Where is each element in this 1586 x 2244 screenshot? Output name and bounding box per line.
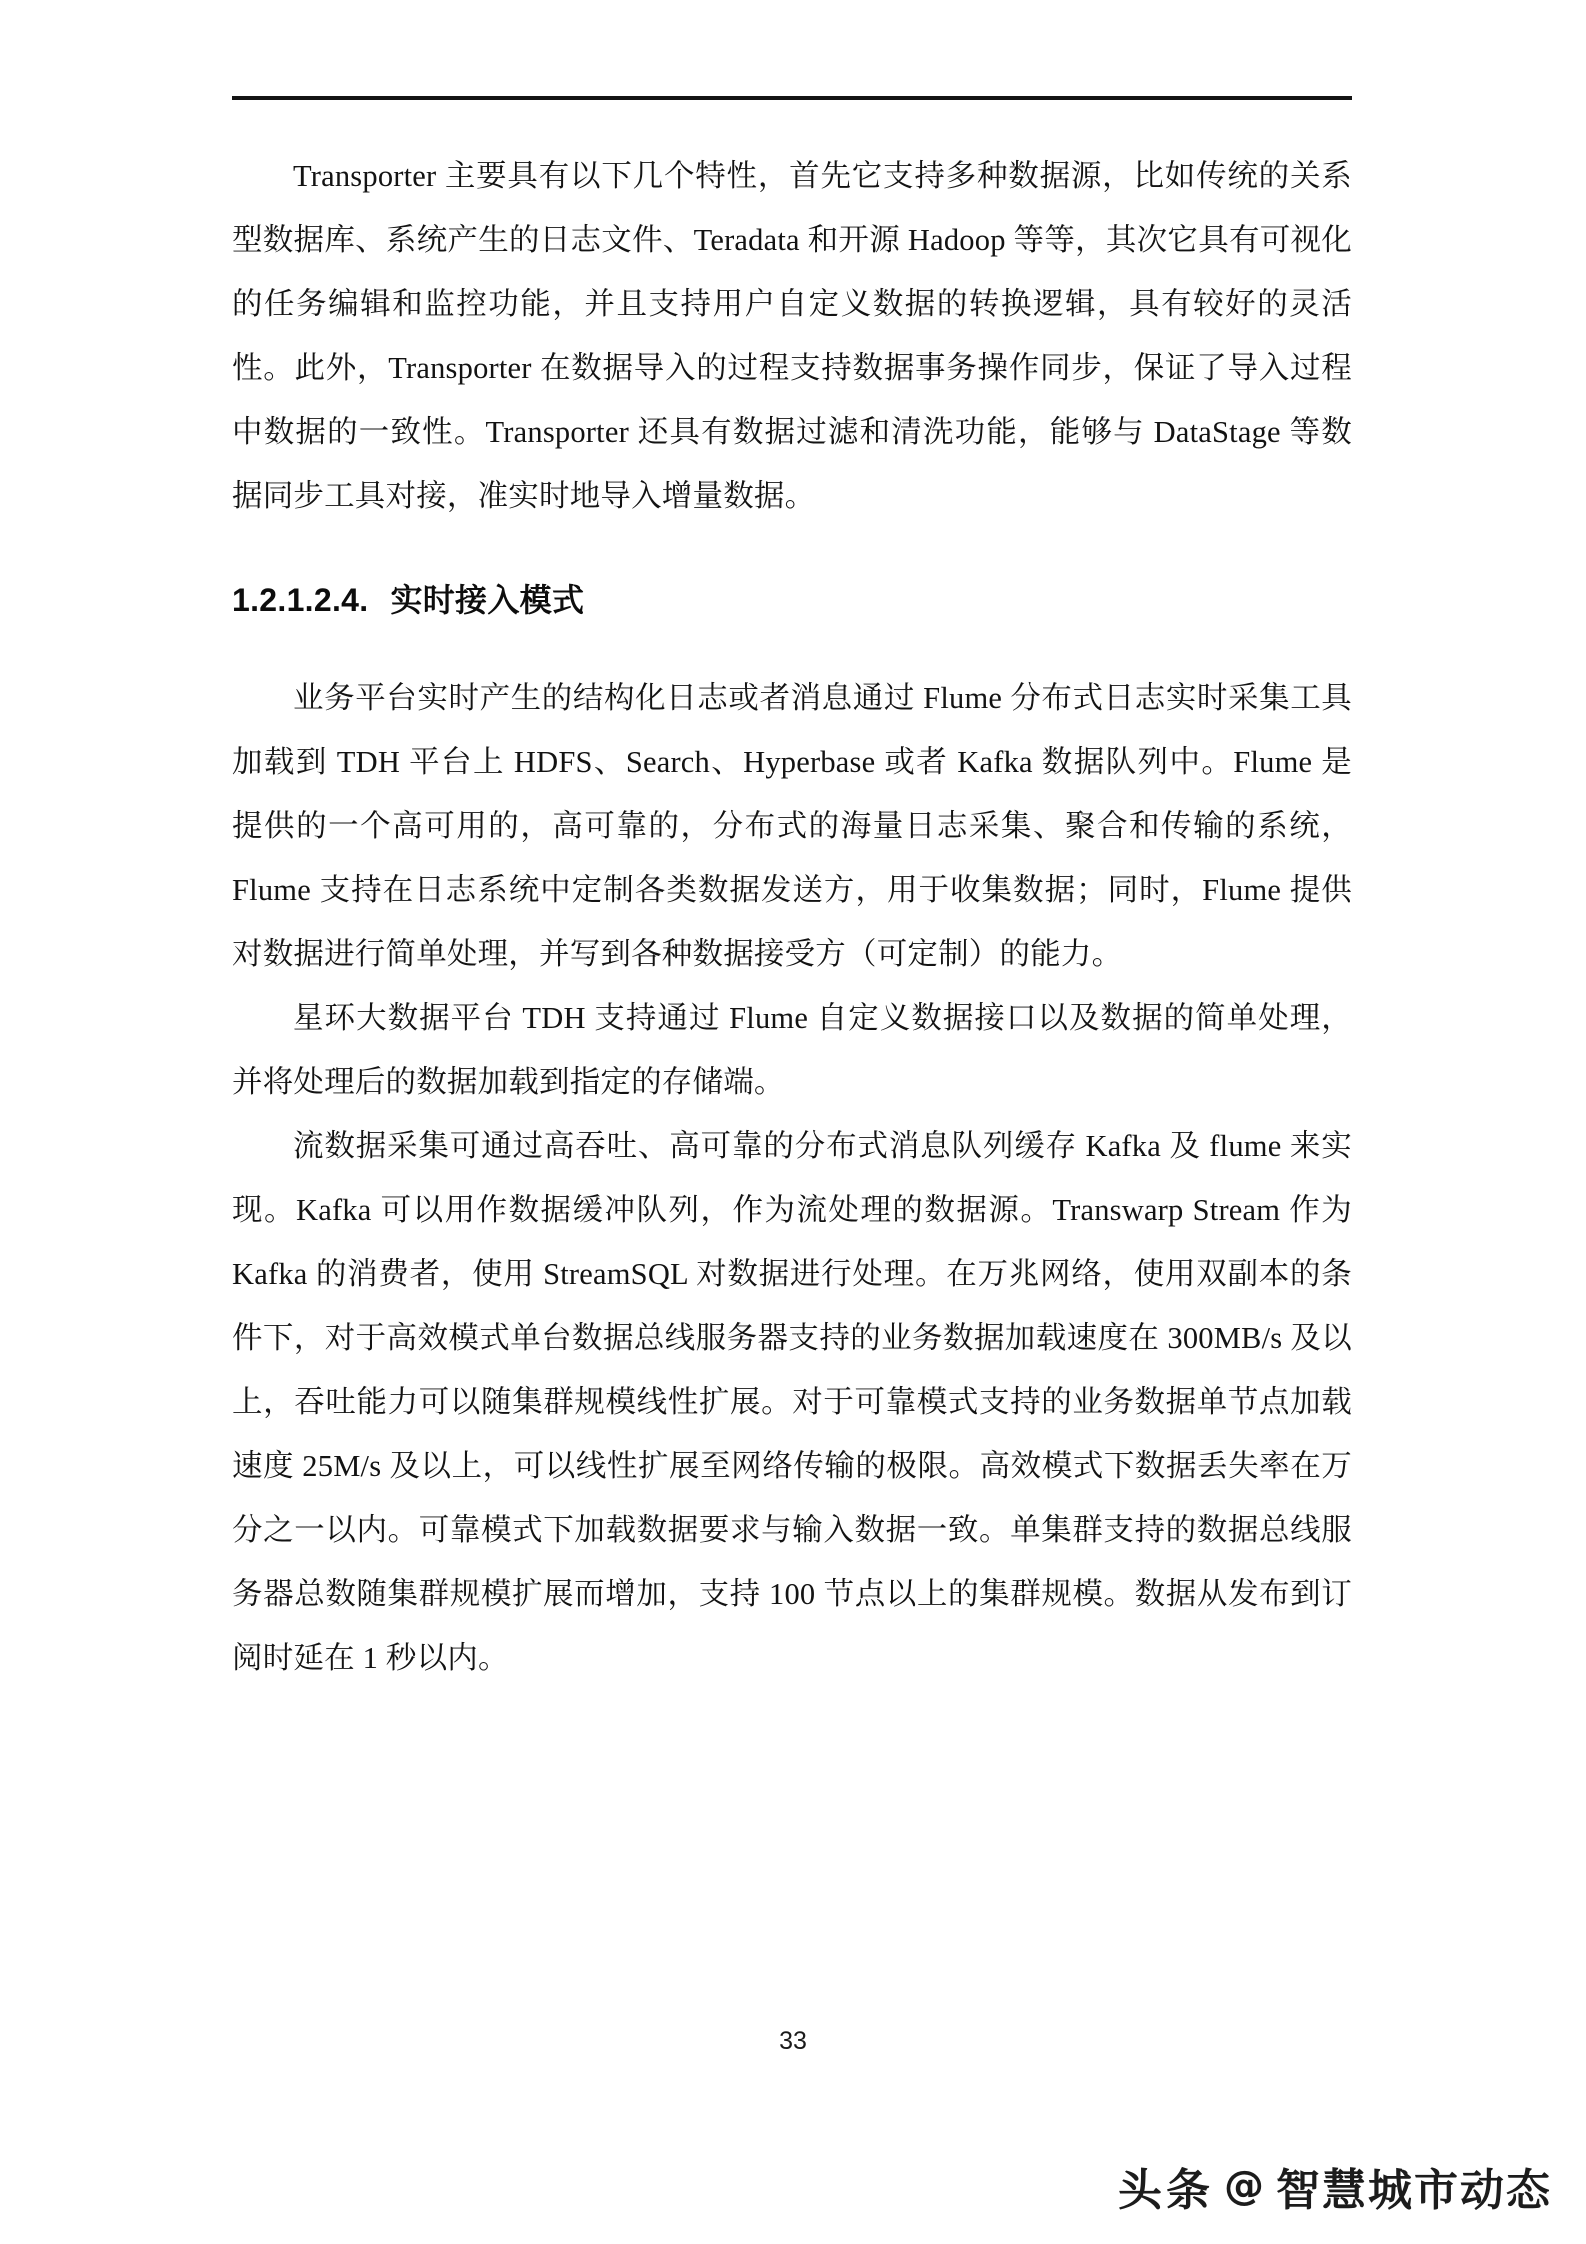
paragraph-kafka-stream: 流数据采集可通过高吞吐、高可靠的分布式消息队列缓存 Kafka 及 flume 来实现。Kafka 可以用作数据缓冲队列，作为流处理的数据源。Transwarp Stream 作为 Kafka 的消费者，使用 StreamSQL 对数据进行处理。在万兆网络，使用双副本的条件下，对于高效模式单台数据总线服务器支持的业务数据加载速度在 300MB/s 及以上，吞吐能力可以随集群规模线性扩展。对于可靠模式支持的业务数据单节点加载速度 25M/s 及以上，可以线性扩展至网络传输的极限。高效模式下数据丢失率在万分之一以内。可靠模式下加载数据要求与输入数据一致。单集群支持的数据总线服务器总数随集群规模扩展而增加，支持 100 节点以上的集群规模。数据从发布到订阅时延在 1 秒以内。 — [232, 1128, 1352, 1675]
watermark-at-icon: @ — [1224, 2163, 1266, 2209]
header-rule — [232, 96, 1352, 100]
section-heading — [232, 580, 1352, 622]
watermark — [1118, 2154, 1552, 2218]
section-title: 实时接入模式 — [390, 582, 585, 618]
watermark-brand: 头条 — [1118, 2165, 1214, 2216]
paragraph-flume-realtime: 业务平台实时产生的结构化日志或者消息通过 Flume 分布式日志实时采集工具加载到 TDH 平台上 HDFS、Search、Hyperbase 或者 Kafka 数据队列中。Flume 是提供的一个高可用的，高可靠的，分布式的海量日志采集、聚合和传输的系统，Flume 支持在日志系统中定制各类数据发送方，用于收集数据；同时，Flume 提供对数据进行简单处理，并写到各种数据接受方（可定制）的能力。 — [232, 680, 1352, 971]
paragraph-tdh-flume-interface: 星环大数据平台 TDH 支持通过 Flume 自定义数据接口以及数据的简单处理，并将处理后的数据加载到指定的存储端。 — [232, 1000, 1352, 1099]
page-number: 33 — [779, 2027, 807, 2055]
watermark-account: 智慧城市动态 — [1276, 2165, 1552, 2216]
section-number: 1.2.1.2.4. — [232, 582, 369, 618]
paragraph-transporter-features: Transporter 主要具有以下几个特性，首先它支持多种数据源，比如传统的关系型数据库、系统产生的日志文件、Teradata 和开源 Hadoop 等等，其次它具有可视化的任务编辑和监控功能，并且支持用户自定义数据的转换逻辑，具有较好的灵活性。此外，Transporter 在数据导入的过程支持数据事务操作同步，保证了导入过程中数据的一致性。Transporter 还具有数据过滤和清洗功能，能够与 DataStage 等数据同步工具对接，准实时地导入增量数据。 — [232, 159, 1352, 513]
page-body — [232, 96, 1352, 1690]
